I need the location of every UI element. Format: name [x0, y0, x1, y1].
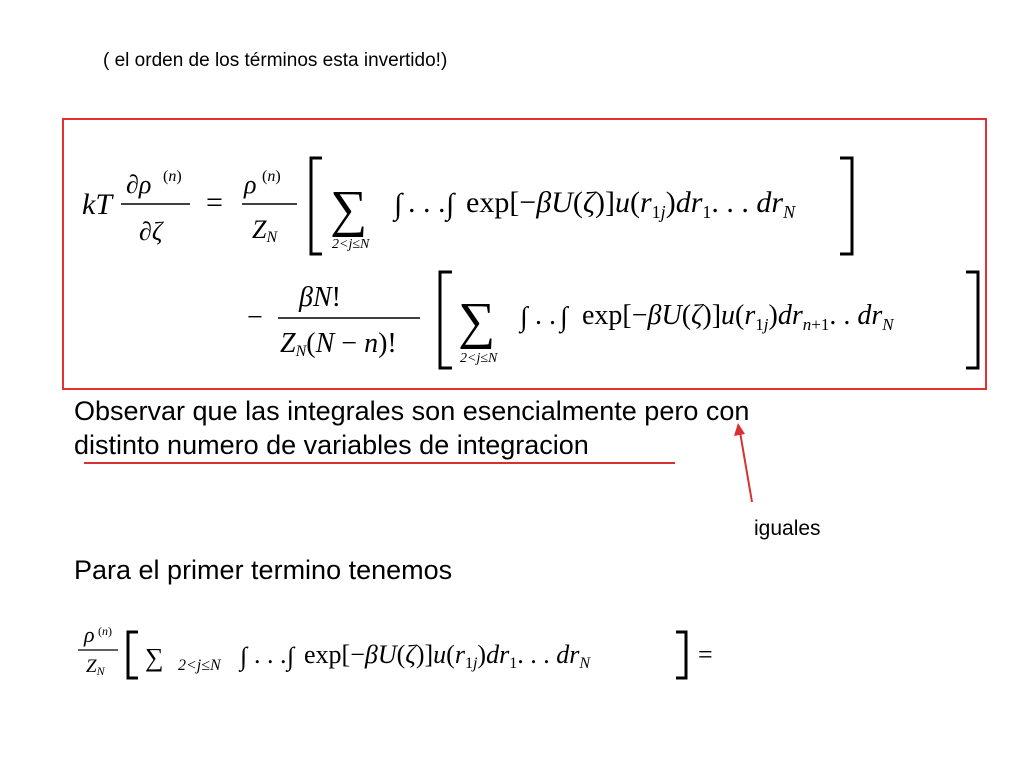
- svg-text:. . .: . . .: [408, 186, 446, 219]
- svg-text:. .: . .: [535, 300, 556, 331]
- svg-text:∫: ∫: [520, 302, 528, 333]
- annotation-label: iguales: [754, 517, 821, 540]
- first-term-heading: Para el primer termino tenemos: [74, 555, 453, 585]
- observation-line-1: Observar que las integrales son esencialmente pero con: [74, 396, 750, 426]
- svg-text:∫: ∫: [394, 188, 403, 221]
- svg-text:2<j≤N: 2<j≤N: [332, 237, 370, 252]
- svg-text:ZN: ZN: [86, 656, 105, 678]
- svg-text:ZN(N − n)!: ZN(N − n)!: [280, 328, 397, 360]
- svg-text:2<j≤N: 2<j≤N: [460, 351, 498, 366]
- svg-text:∫: ∫: [287, 642, 295, 671]
- svg-text:=: =: [206, 186, 223, 219]
- svg-text:∑: ∑: [145, 643, 164, 672]
- svg-text:exp[−βU(ζ)]u(r1j)drn+1. . drN: $\exp[-\beta U(\zeta)]u(r_{1j})dr_{n+1}$. . $dr_N$: [582, 300, 894, 334]
- svg-text:2<j≤N: 2<j≤N: [178, 657, 221, 674]
- svg-text:∫: ∫: [446, 188, 455, 221]
- svg-text:∫: ∫: [240, 642, 248, 671]
- svg-text:∂ζ: ∂ζ: [139, 217, 163, 246]
- svg-text:(n): (n): [98, 624, 112, 638]
- svg-text:. . .: . . .: [254, 640, 287, 669]
- svg-text:∫: ∫: [560, 302, 568, 333]
- svg-text:ρ: ρ: [84, 622, 95, 647]
- svg-text:ZN: ZN: [252, 215, 278, 246]
- svg-text:∑: ∑: [330, 181, 368, 238]
- svg-text:exp[−βU(ζ)]u(r1j)dr1. . . drN: exp[−βU(ζ)]u(r1j)dr1. . . drN: [304, 640, 590, 672]
- note-text: ( el orden de los términos esta invertido!): [103, 50, 448, 71]
- svg-text:(n): (n): [163, 168, 182, 185]
- svg-text:=: =: [698, 640, 713, 669]
- observation-line-2: distinto numero de variables de integracion: [74, 430, 589, 460]
- svg-text:−: −: [247, 302, 263, 333]
- svg-text:kT: kT: [82, 188, 112, 221]
- svg-text:ρ: ρ: [244, 170, 257, 199]
- svg-text:βN!: βN!: [299, 282, 341, 313]
- red-underline: [84, 462, 675, 464]
- svg-text:exp[−βU(ζ)]u(r1j)dr1. . . drN: $\exp[-\beta U(\zeta)]u(r_{1j})dr_1$. . . $dr_N$: [466, 186, 796, 222]
- observation-text: [74, 394, 974, 462]
- svg-text:∂ρ: ∂ρ: [126, 170, 152, 199]
- svg-text:∑: ∑: [458, 293, 496, 350]
- svg-text:(n): (n): [262, 168, 281, 185]
